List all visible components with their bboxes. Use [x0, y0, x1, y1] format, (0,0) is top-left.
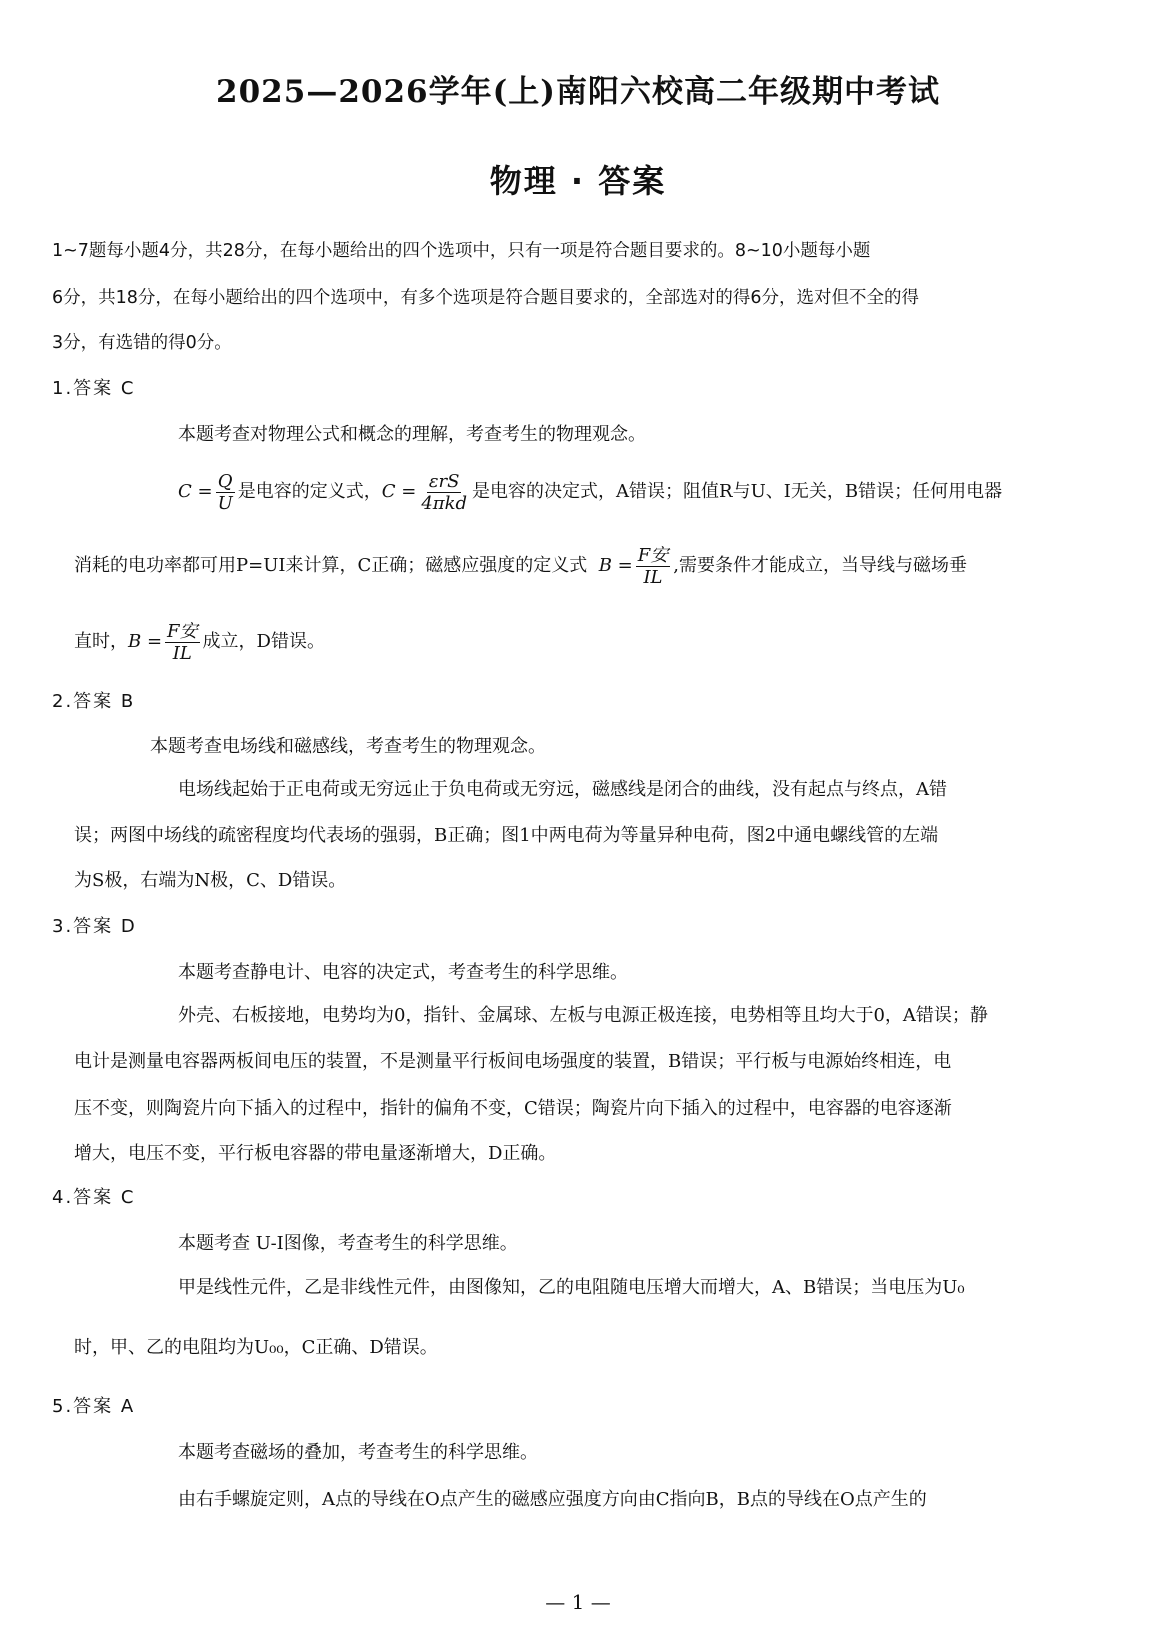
- q1-formula-line: [178, 468, 1002, 516]
- q1-formula-3-denominator: IL: [643, 566, 663, 588]
- q2-line-2: 误；两图中场线的疏密程度均代表场的强弱，B正确；图1中两电荷为等量异种电荷，图2中通电螺线管的左端: [74, 825, 939, 846]
- q1-text-3: 消耗的电功率都可用P=UI来计算，C正确；磁感应强度的定义式: [74, 555, 588, 576]
- q1-formula-1-numerator: Q: [217, 470, 233, 492]
- q3-answer: 3.答案 D: [52, 916, 137, 937]
- q1-formula-3-fraction: [636, 545, 671, 588]
- q3-line-4: 增大，电压不变，平行板电容器的带电量逐渐增大，D正确。: [74, 1143, 557, 1164]
- q1-formula-4-numerator: F安: [167, 620, 198, 642]
- q1-formula-4-fraction: [165, 621, 200, 664]
- q1-formula-2-numerator: εrS: [428, 470, 460, 492]
- q1-text-1: 是电容的定义式，: [237, 481, 382, 502]
- q1-line-2: [74, 542, 967, 590]
- q1-text-6: 成立，D错误。: [202, 631, 325, 652]
- q1-text-5: 直时，: [74, 631, 128, 652]
- q1-formula-3-numerator: F安: [637, 544, 669, 566]
- q1-formula-2-fraction: [419, 471, 469, 514]
- page-number: — 1 —: [545, 1590, 611, 1614]
- q3-summary: 本题考查静电计、电容的决定式，考查考生的科学思维。: [178, 962, 628, 983]
- q2-answer: 2.答案 B: [52, 691, 136, 712]
- q4-line-1: 甲是线性元件，乙是非线性元件，由图像知，乙的电阻随电压增大而增大，A、B错误；当电压为U₀: [178, 1277, 965, 1298]
- q1-line-3: [74, 618, 325, 666]
- q1-text-4: ,需要条件才能成立，当导线与磁场垂: [673, 555, 967, 576]
- q5-answer: 5.答案 A: [52, 1396, 136, 1417]
- q1-formula-1-fraction: [216, 471, 235, 514]
- q1-formula-1-lhs: C =: [178, 481, 213, 502]
- q4-summary: 本题考查 U-I图像，考查考生的科学思维。: [178, 1233, 518, 1254]
- q4-answer: 4.答案 C: [52, 1187, 136, 1208]
- q4-line-2: 时，甲、乙的电阻均为U₀₀，C正确、D错误。: [74, 1337, 438, 1358]
- page-title: 2025—2026学年(上)南阳六校高二年级期中考试: [216, 74, 940, 110]
- q1-formula-4-denominator: IL: [172, 642, 192, 664]
- q2-line-1: 电场线起始于正电荷或无穷远止于负电荷或无穷远，磁感线是闭合的曲线，没有起点与终点，A错: [178, 779, 947, 800]
- intro-line-2: 6分，共18分，在每小题给出的四个选项中，有多个选项是符合题目要求的，全部选对的得6分，选对但不全的得: [52, 288, 920, 308]
- q1-formula-4-lhs: B =: [128, 631, 163, 652]
- q1-formula-2-denominator: 4πkd: [421, 492, 468, 514]
- q2-summary: 本题考查电场线和磁感线，考查考生的物理观念。: [150, 736, 546, 757]
- q1-formula-2-lhs: C =: [381, 481, 417, 502]
- page-subtitle: 物理 · 答案: [489, 162, 667, 200]
- q3-line-2: 电计是测量电容器两板间电压的装置，不是测量平行板间电场强度的装置，B错误；平行板与电源始终相连，电: [74, 1051, 952, 1072]
- q2-line-3: 为S极，右端为N极，C、D错误。: [74, 870, 347, 891]
- q1-formula-3-lhs: B =: [598, 555, 633, 576]
- q1-formula-1-denominator: U: [217, 492, 233, 514]
- q1-text-2: 是电容的决定式，A错误；阻值R与U、I无关，B错误；任何用电器: [472, 481, 1003, 502]
- q5-summary: 本题考查磁场的叠加，考查考生的科学思维。: [178, 1442, 538, 1463]
- q1-answer: 1.答案 C: [52, 378, 136, 399]
- q1-summary: 本题考查对物理公式和概念的理解，考查考生的物理观念。: [178, 424, 646, 445]
- intro-line-3: 3分，有选错的得0分。: [52, 333, 232, 353]
- intro-line-1: 1~7题每小题4分，共28分，在每小题给出的四个选项中，只有一项是符合题目要求的。8~10小题每小题: [52, 241, 871, 261]
- q3-line-1: 外壳、右板接地，电势均为0，指针、金属球、左板与电源正极连接，电势相等且均大于0，A错误；静: [178, 1005, 988, 1026]
- q3-line-3: 压不变，则陶瓷片向下插入的过程中，指针的偏角不变，C错误；陶瓷片向下插入的过程中，电容器的电容逐渐: [74, 1098, 952, 1119]
- q5-line-1: 由右手螺旋定则，A点的导线在O点产生的磁感应强度方向由C指向B，B点的导线在O点产生的: [178, 1489, 927, 1510]
